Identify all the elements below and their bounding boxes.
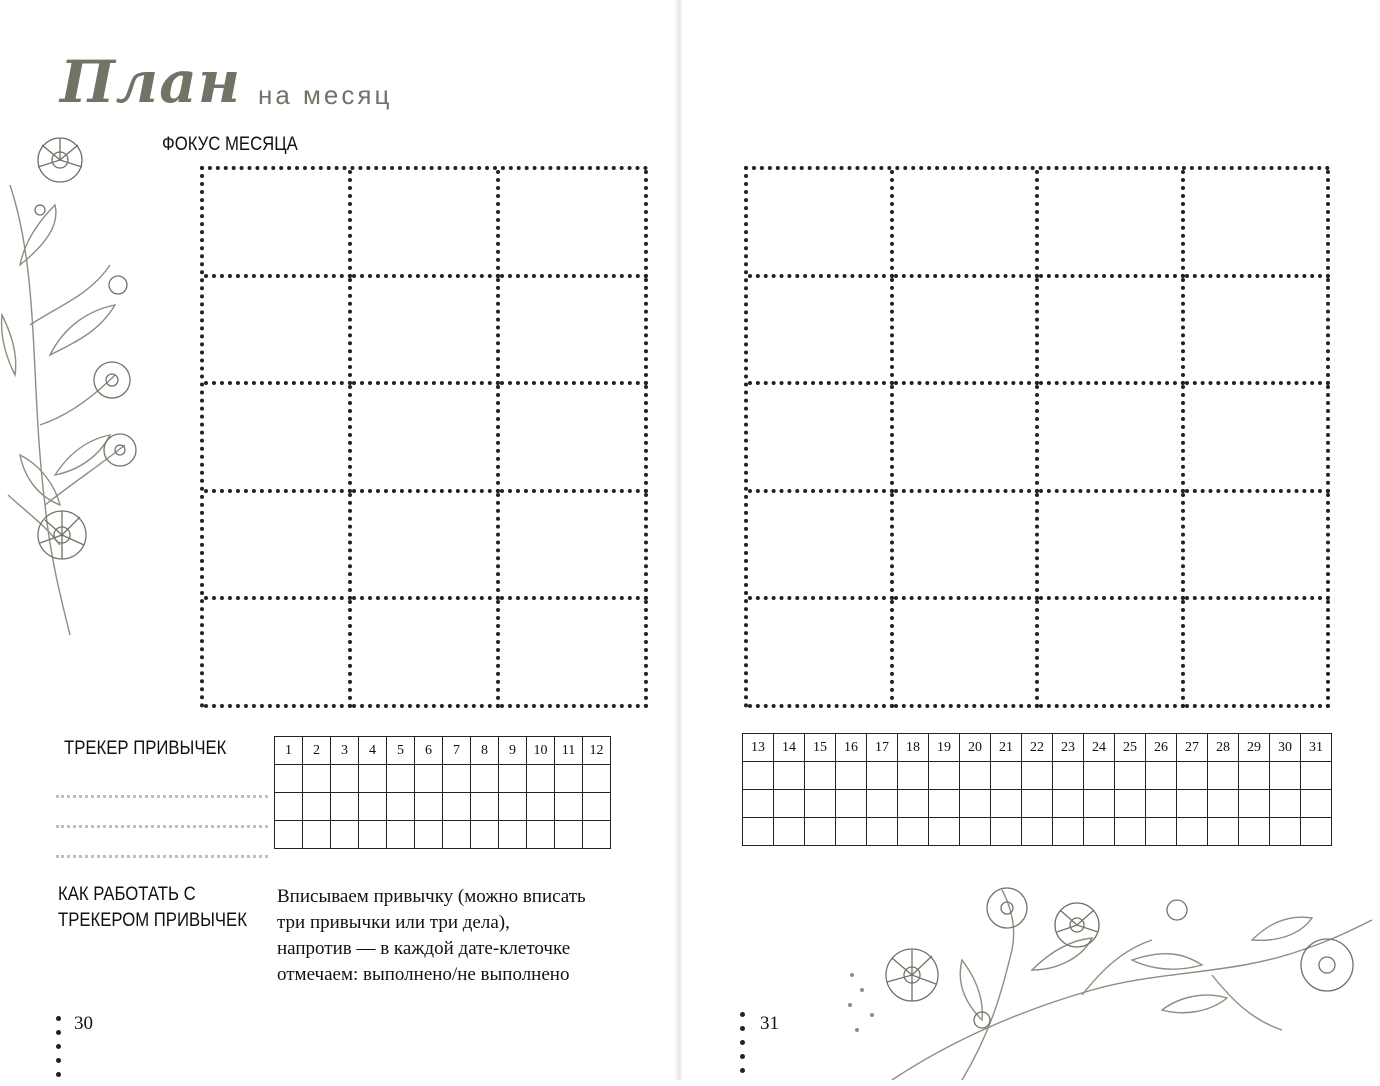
tracker-cell[interactable]: [1115, 762, 1146, 790]
tracker-cell[interactable]: [960, 790, 991, 818]
tracker-header-row: [275, 737, 611, 765]
day-header: 20: [960, 734, 991, 762]
focus-cell[interactable]: [894, 385, 1040, 493]
tracker-cell[interactable]: [1270, 818, 1301, 846]
howto-text: Вписываем привычку (можно вписать три привычки или три дела), напротив — в каждой дате-клеточке отмечаем: выполнено/не выполнено: [277, 886, 586, 985]
tracker-cell[interactable]: [359, 793, 387, 821]
tracker-cell[interactable]: [1084, 790, 1115, 818]
focus-cell[interactable]: [500, 493, 648, 601]
day-header: 2: [303, 737, 331, 765]
day-header: 6: [415, 737, 443, 765]
focus-cell[interactable]: [894, 600, 1040, 708]
tracker-cell[interactable]: [1270, 762, 1301, 790]
right-page: [682, 0, 1380, 1080]
day-header: 5: [387, 737, 415, 765]
tracker-cell[interactable]: [743, 790, 774, 818]
day-header: 30: [1270, 734, 1301, 762]
howto-label-line2: ТРЕКЕРОМ ПРИВЫЧЕК: [58, 910, 247, 931]
tracker-cell[interactable]: [1084, 818, 1115, 846]
tracker-cell[interactable]: [774, 790, 805, 818]
tracker-cell[interactable]: [929, 818, 960, 846]
focus-cell[interactable]: [1039, 493, 1185, 601]
page-subtitle: на месяц: [258, 80, 393, 110]
day-header: 18: [898, 734, 929, 762]
day-header: 15: [805, 734, 836, 762]
tracker-cell[interactable]: [774, 762, 805, 790]
focus-cell[interactable]: [1185, 278, 1331, 386]
day-header: 17: [867, 734, 898, 762]
focus-cell[interactable]: [352, 170, 500, 278]
tracker-cell[interactable]: [805, 818, 836, 846]
habit-tracker-right: [742, 733, 1332, 846]
tracker-cell[interactable]: [499, 821, 527, 849]
tracker-cell[interactable]: [303, 821, 331, 849]
focus-cell[interactable]: [352, 385, 500, 493]
tracker-cell[interactable]: [471, 765, 499, 793]
tracker-cell[interactable]: [1177, 762, 1208, 790]
page-title: План: [60, 48, 242, 116]
tracker-cell[interactable]: [1022, 818, 1053, 846]
tracker-cell[interactable]: [443, 765, 471, 793]
tracker-row: [743, 762, 1332, 790]
tracker-cell[interactable]: [929, 790, 960, 818]
habit-name-line[interactable]: [56, 795, 268, 798]
habit-name-line[interactable]: [56, 855, 268, 858]
tracker-row: [275, 793, 611, 821]
page-number: 31: [760, 1013, 779, 1034]
tracker-row: [275, 821, 611, 849]
tracker-row: [743, 818, 1332, 846]
tracker-cell[interactable]: [359, 821, 387, 849]
tracker-cell[interactable]: [1053, 762, 1084, 790]
tracker-cell[interactable]: [275, 821, 303, 849]
tracker-cell[interactable]: [303, 793, 331, 821]
tracker-cell[interactable]: [331, 765, 359, 793]
focus-cell[interactable]: [894, 278, 1040, 386]
tracker-cell[interactable]: [898, 818, 929, 846]
tracker-cell[interactable]: [527, 821, 555, 849]
day-header: 25: [1115, 734, 1146, 762]
tracker-cell[interactable]: [1239, 762, 1270, 790]
focus-cell[interactable]: [1039, 170, 1185, 278]
focus-cell[interactable]: [1039, 278, 1185, 386]
day-header: 24: [1084, 734, 1115, 762]
day-header: 9: [499, 737, 527, 765]
focus-cell[interactable]: [352, 600, 500, 708]
left-page: [0, 0, 676, 1080]
tracker-cell[interactable]: [929, 762, 960, 790]
tracker-cell[interactable]: [331, 793, 359, 821]
focus-cell[interactable]: [1039, 385, 1185, 493]
focus-cell[interactable]: [204, 278, 352, 386]
focus-cell[interactable]: [204, 600, 352, 708]
focus-cell[interactable]: [748, 385, 894, 493]
tracker-cell[interactable]: [555, 793, 583, 821]
page-edge-dots: [56, 1016, 62, 1086]
tracker-cell[interactable]: [443, 793, 471, 821]
tracker-cell[interactable]: [960, 818, 991, 846]
tracker-cell[interactable]: [1084, 762, 1115, 790]
tracker-cell[interactable]: [898, 762, 929, 790]
tracker-cell[interactable]: [583, 793, 611, 821]
day-header: 14: [774, 734, 805, 762]
tracker-cell[interactable]: [743, 818, 774, 846]
right-floral-illustration: [832, 880, 1377, 1080]
tracker-cell[interactable]: [275, 793, 303, 821]
focus-cell[interactable]: [500, 385, 648, 493]
focus-cell[interactable]: [500, 170, 648, 278]
tracker-cell[interactable]: [867, 762, 898, 790]
tracker-cell[interactable]: [387, 765, 415, 793]
focus-cell[interactable]: [352, 278, 500, 386]
tracker-cell[interactable]: [1053, 818, 1084, 846]
focus-cell[interactable]: [1185, 385, 1331, 493]
tracker-cell[interactable]: [415, 793, 443, 821]
day-header: 7: [443, 737, 471, 765]
tracker-cell[interactable]: [1022, 762, 1053, 790]
tracker-cell[interactable]: [836, 762, 867, 790]
focus-cell[interactable]: [1185, 170, 1331, 278]
tracker-cell[interactable]: [471, 821, 499, 849]
page-number: 30: [74, 1013, 93, 1034]
focus-cell[interactable]: [1039, 600, 1185, 708]
day-header: 4: [359, 737, 387, 765]
tracker-cell[interactable]: [1301, 818, 1332, 846]
focus-grid-right[interactable]: [744, 166, 1330, 708]
focus-label: ФОКУС МЕСЯЦА: [162, 134, 298, 155]
focus-cell[interactable]: [748, 493, 894, 601]
tracker-cell[interactable]: [331, 821, 359, 849]
day-header: 26: [1146, 734, 1177, 762]
tracker-cell[interactable]: [867, 790, 898, 818]
tracker-cell[interactable]: [1301, 762, 1332, 790]
tracker-cell[interactable]: [387, 821, 415, 849]
tracker-cell[interactable]: [774, 818, 805, 846]
day-header: 3: [331, 737, 359, 765]
day-header: 13: [743, 734, 774, 762]
focus-cell[interactable]: [894, 170, 1040, 278]
tracker-cell[interactable]: [443, 821, 471, 849]
tracker-cell[interactable]: [991, 818, 1022, 846]
tracker-cell[interactable]: [1208, 790, 1239, 818]
tracker-cell[interactable]: [1115, 790, 1146, 818]
tracker-cell[interactable]: [867, 818, 898, 846]
day-header: 23: [1053, 734, 1084, 762]
tracker-cell[interactable]: [836, 790, 867, 818]
tracker-cell[interactable]: [1146, 818, 1177, 846]
tracker-cell[interactable]: [1301, 790, 1332, 818]
day-header: 12: [583, 737, 611, 765]
tracker-cell[interactable]: [583, 821, 611, 849]
tracker-cell[interactable]: [1270, 790, 1301, 818]
focus-cell[interactable]: [1185, 600, 1331, 708]
tracker-cell[interactable]: [1177, 790, 1208, 818]
focus-cell[interactable]: [500, 278, 648, 386]
tracker-cell[interactable]: [275, 765, 303, 793]
tracker-cell[interactable]: [743, 762, 774, 790]
day-header: 10: [527, 737, 555, 765]
day-header: 8: [471, 737, 499, 765]
tracker-cell[interactable]: [991, 762, 1022, 790]
tracker-cell[interactable]: [1208, 818, 1239, 846]
tracker-cell[interactable]: [555, 765, 583, 793]
tracker-label: ТРЕКЕР ПРИВЫЧЕК: [64, 738, 227, 759]
focus-cell[interactable]: [204, 493, 352, 601]
tracker-cell[interactable]: [805, 790, 836, 818]
tracker-cell[interactable]: [1146, 762, 1177, 790]
tracker-row: [743, 790, 1332, 818]
tracker-cell[interactable]: [555, 821, 583, 849]
day-header: 27: [1177, 734, 1208, 762]
day-header: 19: [929, 734, 960, 762]
tracker-cell[interactable]: [898, 790, 929, 818]
tracker-cell[interactable]: [583, 765, 611, 793]
tracker-cell[interactable]: [499, 793, 527, 821]
tracker-cell[interactable]: [359, 765, 387, 793]
focus-cell[interactable]: [204, 385, 352, 493]
focus-cell[interactable]: [1185, 493, 1331, 601]
tracker-cell[interactable]: [527, 765, 555, 793]
day-header: 1: [275, 737, 303, 765]
day-header: 21: [991, 734, 1022, 762]
day-header: 28: [1208, 734, 1239, 762]
focus-cell[interactable]: [748, 278, 894, 386]
focus-cell[interactable]: [500, 600, 648, 708]
day-header: 11: [555, 737, 583, 765]
focus-cell[interactable]: [748, 170, 894, 278]
focus-cell[interactable]: [204, 170, 352, 278]
habit-tracker-left: [274, 736, 611, 849]
tracker-cell[interactable]: [991, 790, 1022, 818]
howto-label-line1: КАК РАБОТАТЬ С: [58, 884, 196, 905]
tracker-cell[interactable]: [1053, 790, 1084, 818]
tracker-header-row: [743, 734, 1332, 762]
tracker-cell[interactable]: [1146, 790, 1177, 818]
tracker-row: [275, 765, 611, 793]
tracker-cell[interactable]: [303, 765, 331, 793]
tracker-cell[interactable]: [960, 762, 991, 790]
left-floral-illustration: [0, 125, 160, 645]
tracker-cell[interactable]: [836, 818, 867, 846]
tracker-cell[interactable]: [471, 793, 499, 821]
tracker-cell[interactable]: [499, 765, 527, 793]
tracker-cell[interactable]: [1022, 790, 1053, 818]
day-header: 31: [1301, 734, 1332, 762]
focus-cell[interactable]: [748, 600, 894, 708]
habit-name-line[interactable]: [56, 825, 268, 828]
tracker-cell[interactable]: [1239, 818, 1270, 846]
focus-grid-left[interactable]: [200, 166, 648, 708]
day-header: 29: [1239, 734, 1270, 762]
tracker-cell[interactable]: [415, 821, 443, 849]
day-header: 22: [1022, 734, 1053, 762]
day-header: 16: [836, 734, 867, 762]
tracker-cell[interactable]: [1208, 762, 1239, 790]
tracker-cell[interactable]: [527, 793, 555, 821]
tracker-cell[interactable]: [415, 765, 443, 793]
focus-cell[interactable]: [894, 493, 1040, 601]
focus-cell[interactable]: [352, 493, 500, 601]
tracker-cell[interactable]: [1177, 818, 1208, 846]
tracker-cell[interactable]: [1239, 790, 1270, 818]
tracker-cell[interactable]: [1115, 818, 1146, 846]
page-edge-dots: [740, 1012, 746, 1082]
tracker-cell[interactable]: [387, 793, 415, 821]
tracker-cell[interactable]: [805, 762, 836, 790]
